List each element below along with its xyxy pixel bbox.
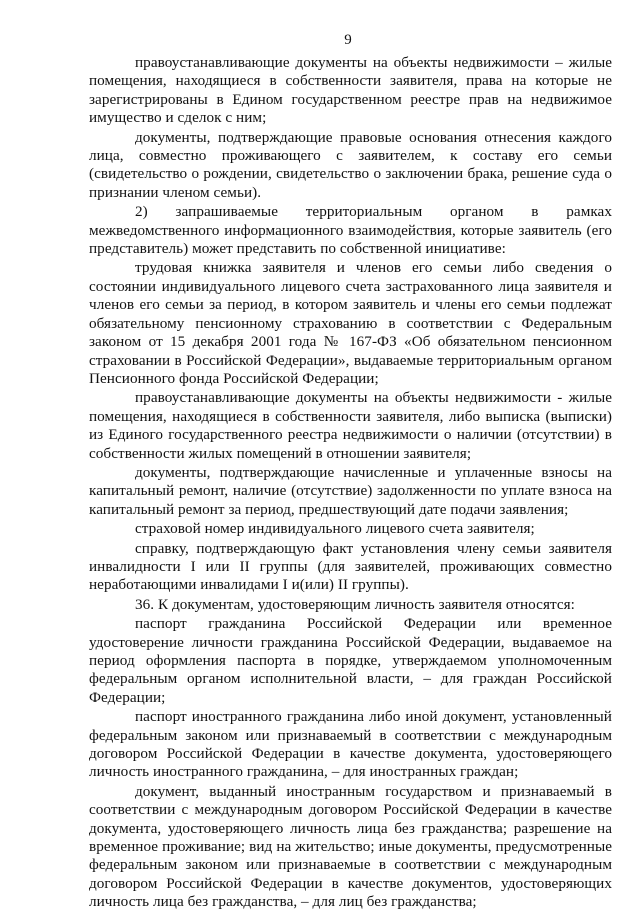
paragraph-stateless-documents: документ, выданный иностранным государством и признаваемый в соответствии с международным договором Российской Федерации в качестве документа, удостоверяющего личность лица без гражданства; разрешение на временное проживание; вид на жительство; иные документы, предусмотренные федеральным законом или признаваемые в соответствии с международным договором Российской Федерации в качестве документов, удостоверяющих личность лица без гражданства, – для лиц без гражданства; bbox=[89, 782, 612, 911]
paragraph-insurance-number: страховой номер индивидуального лицевого счета заявителя; bbox=[135, 520, 535, 538]
paragraph-russian-passport: паспорт гражданина Российской Федерации или временное удостоверение личности гражданина Российской Федерации, выдаваемое на период оформления паспорта в порядке, утверждаемом уполномоченным федеральным органом исполнительной власти, – для граждан Российской Федерации; bbox=[89, 615, 612, 706]
paragraph-title-documents: правоустанавливающие документы на объекты недвижимости – жилые помещения, находящиеся в собственности заявителя, права на которые не зарегистрированы в Едином государственном реестре прав на недвижимое имущество и сделок с ним; bbox=[89, 54, 612, 127]
paragraph-property-extract: правоустанавливающие документы на объекты недвижимости - жилые помещения, находящиеся в собственности заявителя, либо выписка (выписки) из Единого государственного реестра недвижимости о наличии (отсутствии) в собственности жилых помещений в отношении заявителя; bbox=[89, 389, 612, 462]
document-page bbox=[89, 30, 612, 912]
paragraph-interagency-request: 2) запрашиваемые территориальным органом в рамках межведомственного информационного взаимодействия, которые заявитель (его представитель) может представить по собственной инициативе: bbox=[89, 203, 612, 258]
paragraph-disability-certificate: справку, подтверждающую факт установления члену семьи заявителя инвалидности I или II группы (для заявителей, проживающих совместно неработающими инвалидами I и(или) II группы). bbox=[89, 539, 612, 594]
paragraph-foreign-passport: паспорт иностранного гражданина либо иной документ, установленный федеральным законом или признаваемый в соответствии с международным договором Российской Федерации в качестве документа, удостоверяющего личность иностранного гражданина, – для иностранных граждан; bbox=[89, 708, 612, 781]
page-number: 9 bbox=[344, 32, 352, 48]
paragraph-work-record: трудовая книжка заявителя и членов его семьи либо сведения о состоянии индивидуального лицевого счета застрахованного лица заявителя и членов его семьи за период, в котором заявитель и члены его семьи подлежат обязательному пенсионному страхованию в соответствии с Федеральным законом от 15 декабря 2001 года № 167-ФЗ «Об обязательном пенсионном страховании в Российской Федерации», выдаваемые территориальным органом Пенсионного фонда Российской Федерации; bbox=[89, 259, 612, 387]
paragraph-family-documents: документы, подтверждающие правовые основания отнесения каждого лица, совместно проживающего с заявителем, к составу его семьи (свидетельство о рождении, свидетельство о заключении брака, решение суда о признании членом семьи). bbox=[89, 128, 612, 201]
paragraph-section-36: 36. К документам, удостоверяющим личность заявителя относятся: bbox=[135, 595, 575, 613]
paragraph-capital-repair: документы, подтверждающие начисленные и уплаченные взносы на капитальный ремонт, наличие (отсутствие) задолженности по уплате взноса на капитальный ремонт за период, предшествующий дате подачи заявления; bbox=[89, 463, 612, 518]
